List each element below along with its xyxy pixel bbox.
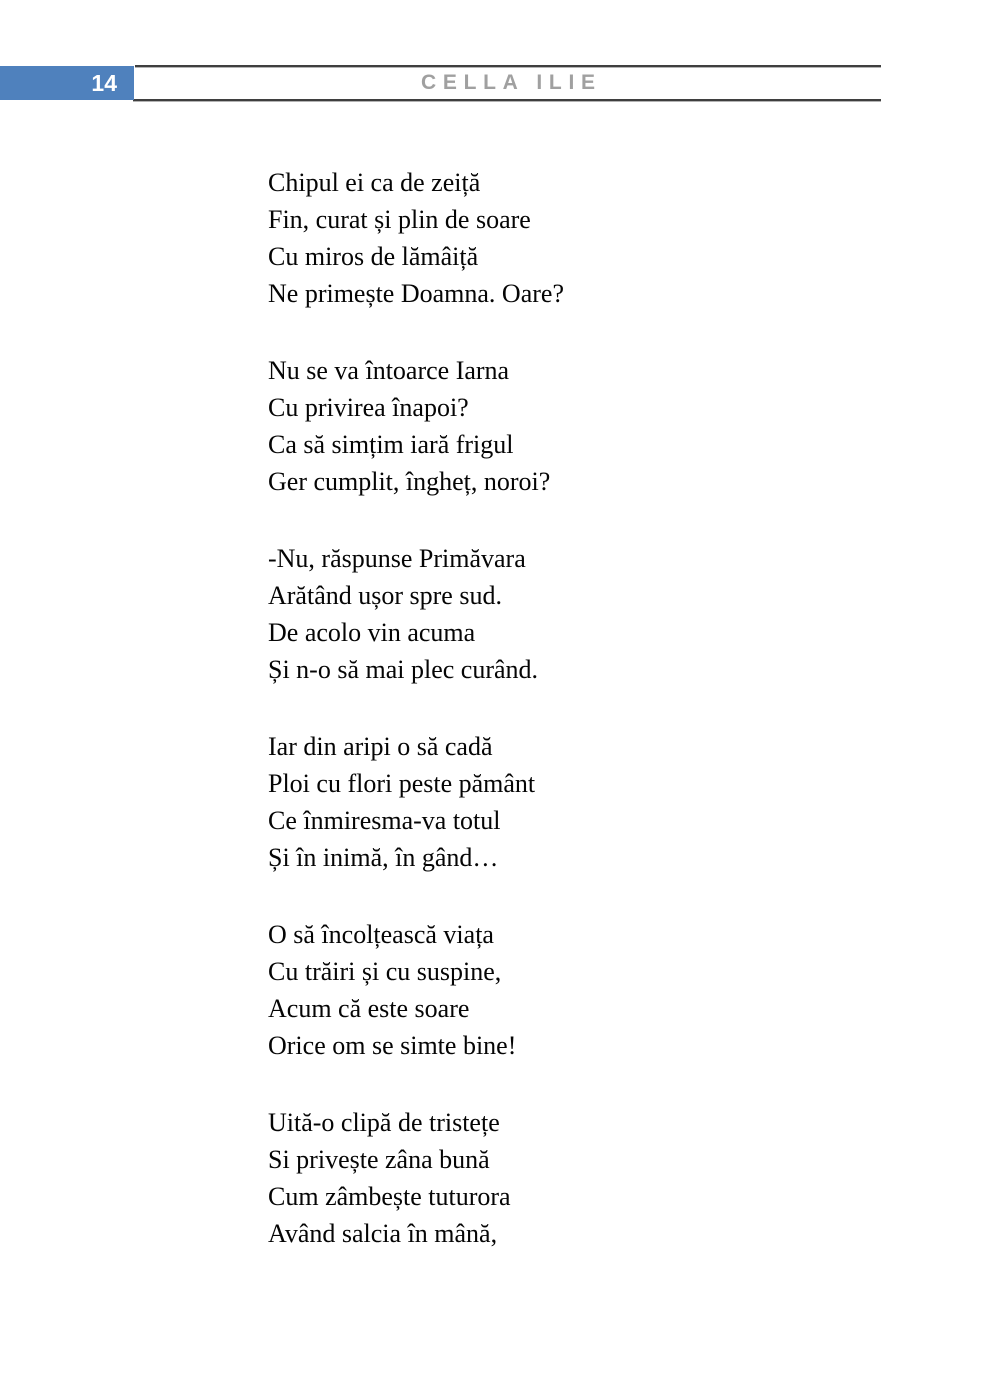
poem-line: Nu se va întoarce Iarna bbox=[268, 356, 510, 385]
page-number-badge bbox=[0, 66, 134, 100]
poem-line: Ce înmiresma-va totul bbox=[268, 806, 501, 835]
poem-line: Iar din aripi o să cadă bbox=[268, 732, 493, 761]
poem-line: Cu trăiri și cu suspine, bbox=[268, 957, 502, 986]
poem-line: Fin, curat și plin de soare bbox=[268, 205, 531, 234]
poem-line: -Nu, răspunse Primăvara bbox=[268, 544, 526, 573]
poem bbox=[268, 164, 888, 1252]
poem-line: Acum că este soare bbox=[268, 994, 470, 1023]
poem-line: Ger cumplit, îngheț, noroi? bbox=[268, 467, 551, 496]
poem-line: Arătând ușor spre sud. bbox=[268, 581, 502, 610]
poem-line: Uită-o clipă de tristețe bbox=[268, 1108, 500, 1137]
poem-line: Și în inimă, în gând… bbox=[268, 843, 499, 872]
poem-line: Cu privirea înapoi? bbox=[268, 393, 469, 422]
poem-stanza bbox=[268, 1104, 888, 1252]
poem-stanza bbox=[268, 540, 888, 688]
page-header bbox=[0, 0, 987, 110]
poem-line: Ploi cu flori peste pământ bbox=[268, 769, 536, 798]
poem-line: Cu miros de lămâiță bbox=[268, 242, 479, 271]
page-number: 14 bbox=[91, 69, 117, 96]
poem-stanza bbox=[268, 164, 888, 312]
poem-stanza bbox=[268, 916, 888, 1064]
poem-stanza bbox=[268, 352, 888, 500]
poem-line: Cum zâmbește tuturora bbox=[268, 1182, 511, 1211]
poem-line: Având salcia în mână, bbox=[268, 1219, 498, 1248]
poem-line: Ne primește Doamna. Oare? bbox=[268, 279, 564, 308]
poem-line: Chipul ei ca de zeiță bbox=[268, 168, 481, 197]
poem-line: Ca să simțim iară frigul bbox=[268, 430, 514, 459]
running-head-author: CELLA ILIE bbox=[420, 71, 602, 94]
poem-line: De acolo vin acuma bbox=[268, 618, 476, 647]
poem-line: Orice om se simte bine! bbox=[268, 1031, 517, 1060]
poem-stanza bbox=[268, 728, 888, 876]
poem-line: Și n-o să mai plec curând. bbox=[268, 655, 539, 684]
poem-line: O să încolțească viața bbox=[268, 920, 494, 949]
poem-line: Si privește zâna bună bbox=[268, 1145, 490, 1174]
